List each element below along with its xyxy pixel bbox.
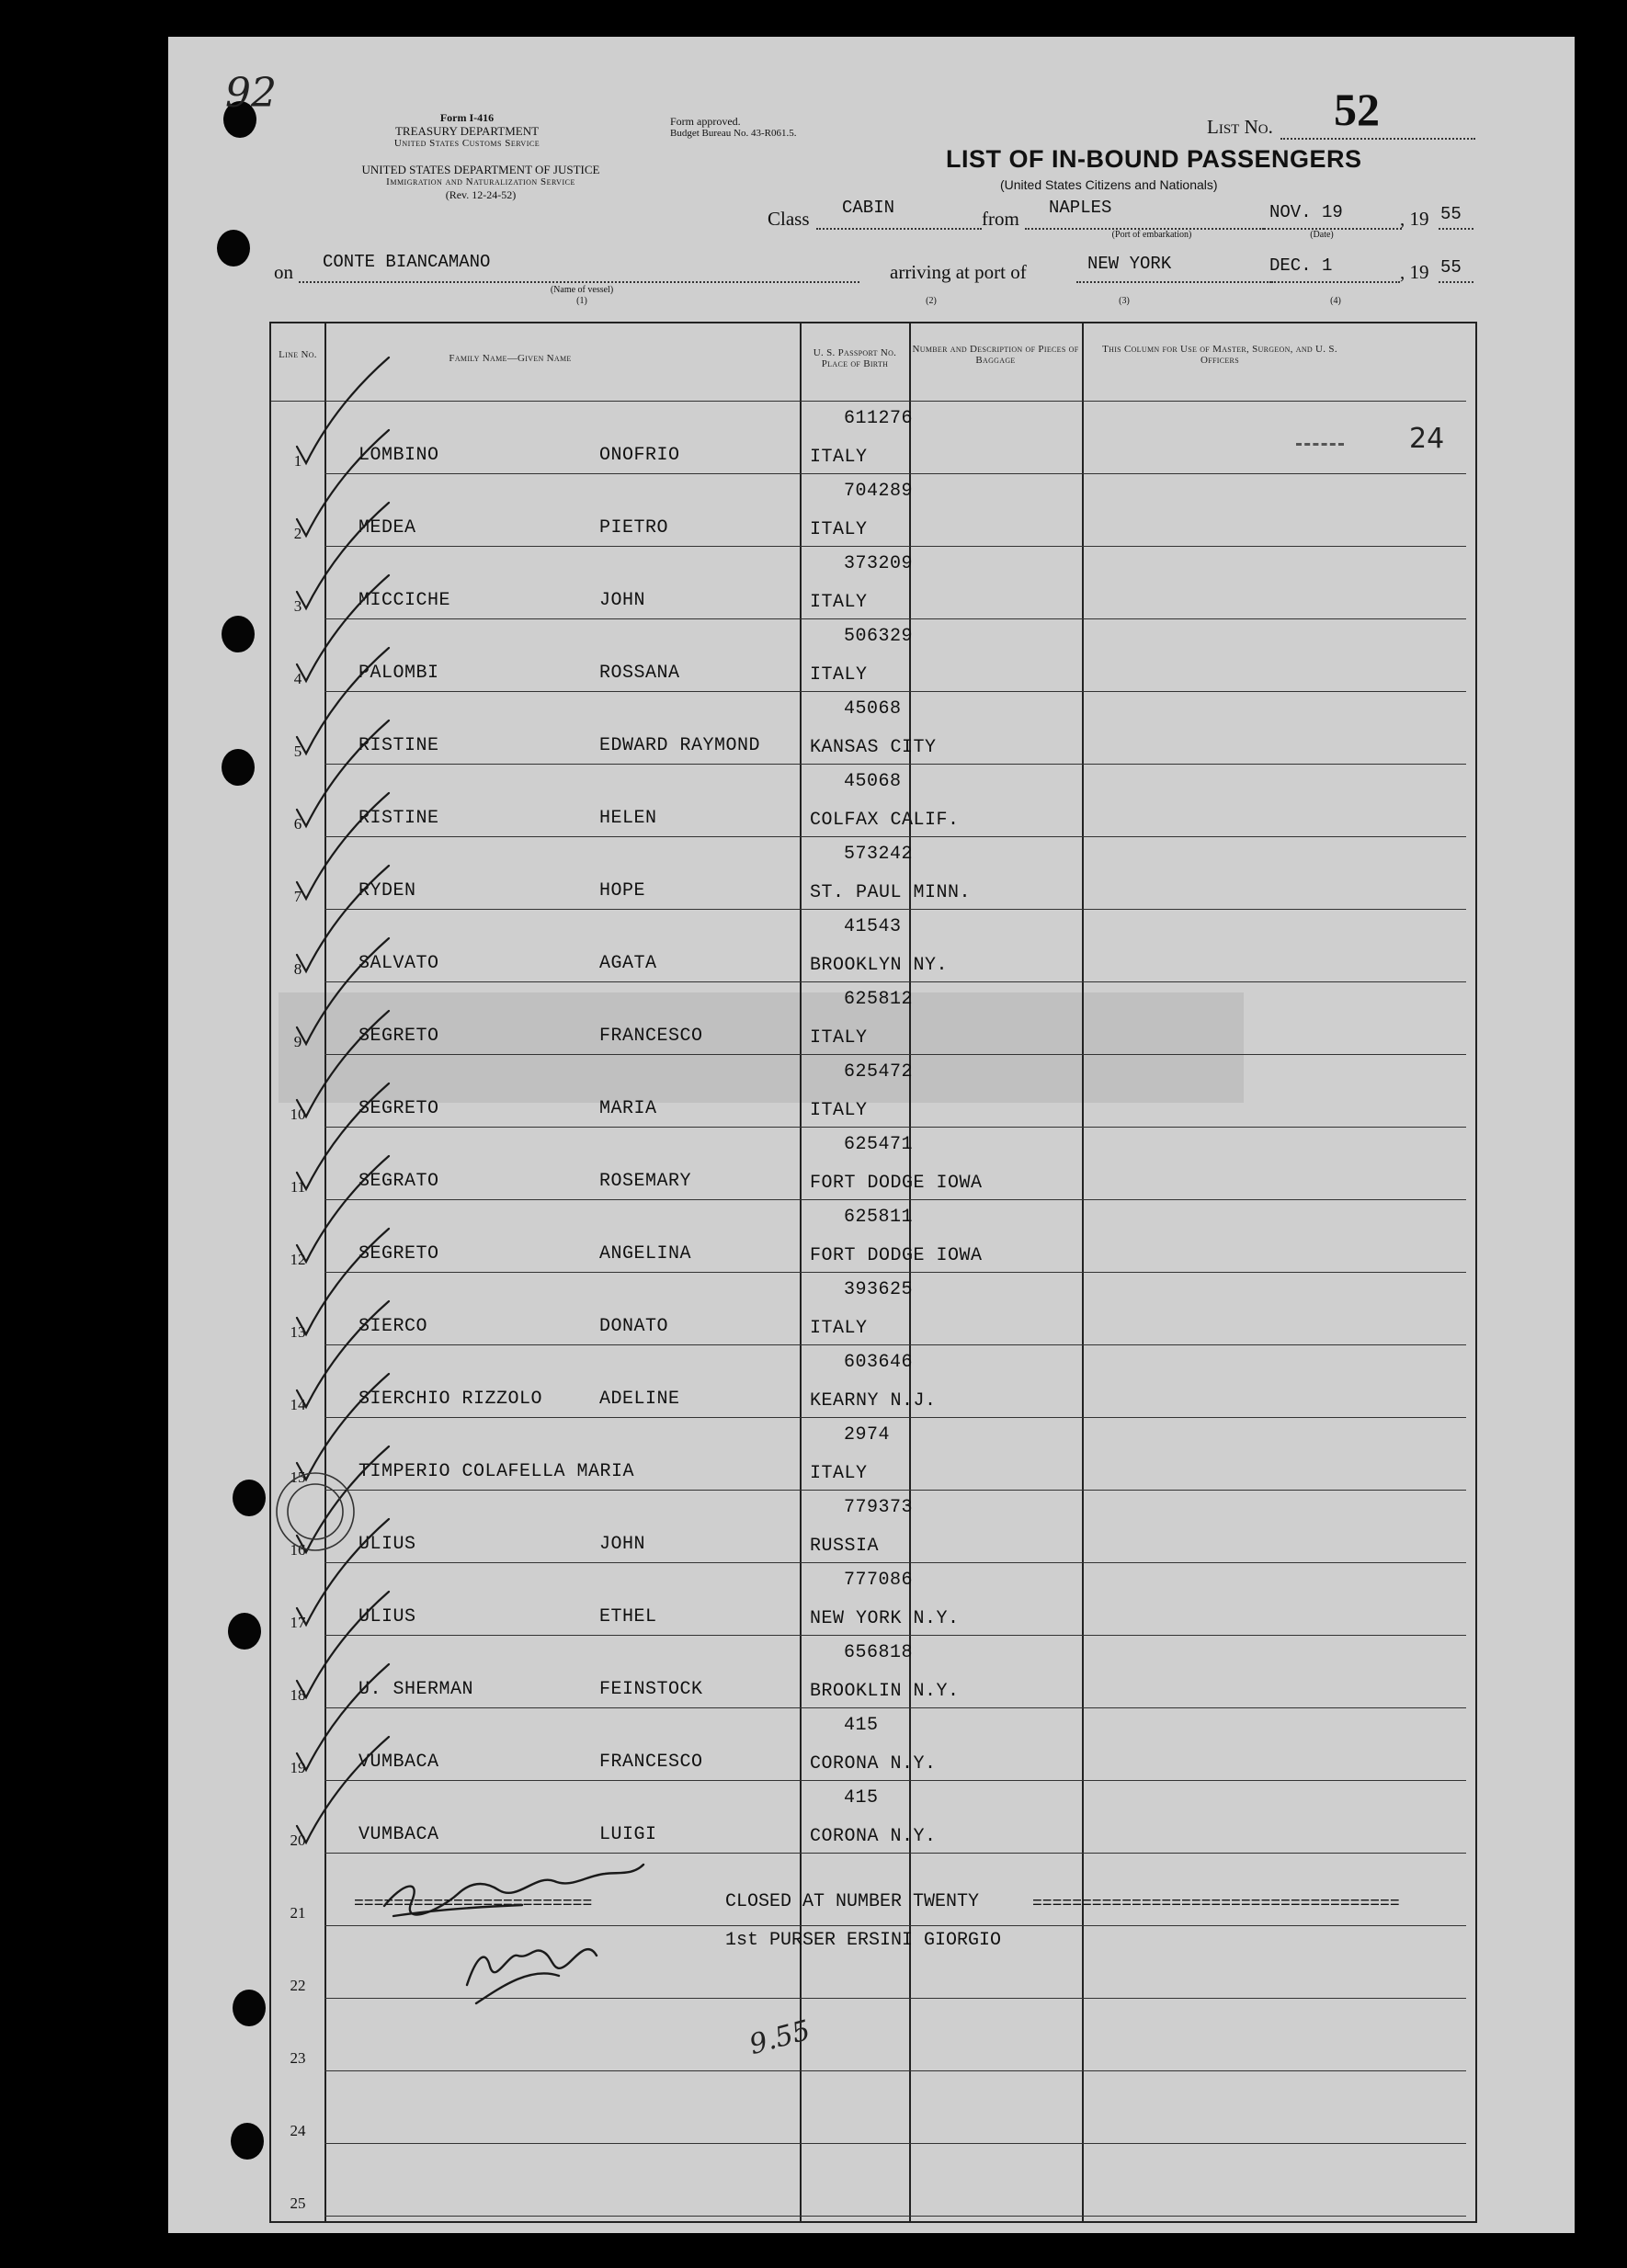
check-mark: [297, 1011, 389, 1117]
family-name: VUMBACA: [358, 1752, 439, 1773]
family-name: VUMBACA: [358, 1824, 439, 1845]
from-value: NAPLES: [1049, 198, 1112, 218]
given-name: ROSSANA: [599, 663, 680, 684]
form-revision: (Rev. 12-24-52): [445, 188, 517, 201]
given-name: MARIA: [599, 1098, 657, 1119]
manifest-page: [168, 37, 1575, 2233]
passport-number: 415: [844, 1715, 879, 1736]
family-name: RISTINE: [358, 735, 439, 756]
handwritten-date: 9.55: [745, 2013, 814, 2062]
col-header-passport: U. S. Passport No. Place of Birth: [813, 347, 897, 369]
place-of-birth: ITALY: [810, 1463, 868, 1484]
place-of-birth: CORONA N.Y.: [810, 1826, 937, 1847]
purser-signature-line: 1st PURSER ERSINI GIORGIO: [725, 1930, 1002, 1951]
family-name: SEGRETO: [358, 1098, 439, 1119]
place-of-birth: ITALY: [810, 447, 868, 468]
check-mark: [297, 1737, 389, 1843]
place-of-birth: ITALY: [810, 664, 868, 686]
closing-rule-right: =====================================: [1032, 1895, 1400, 1913]
check-marks: [168, 37, 1575, 2233]
line-number: 18: [290, 1686, 306, 1704]
given-name: JOHN: [599, 1534, 646, 1555]
place-of-birth: RUSSIA: [810, 1536, 880, 1557]
page-title: LIST OF IN-BOUND PASSENGERS: [946, 145, 1362, 173]
col-header-name: Family Name—Given Name: [449, 353, 572, 364]
line-number: 15: [290, 1469, 306, 1486]
col-header-baggage: Number and Description of Pieces of Baggage: [912, 344, 1079, 366]
place-of-birth: FORT DODGE IOWA: [810, 1245, 983, 1266]
check-mark: [297, 1229, 389, 1334]
line-number: 6: [293, 815, 302, 833]
passport-number: 625471: [844, 1134, 914, 1155]
passport-number: 625811: [844, 1207, 914, 1228]
passport-number: 603646: [844, 1352, 914, 1373]
line-number: 11: [290, 1178, 306, 1196]
class-value: CABIN: [842, 198, 895, 218]
place-of-birth: KANSAS CITY: [810, 737, 937, 758]
given-name: ONOFRIO: [599, 445, 680, 466]
line-number: 24: [290, 2122, 306, 2139]
arrival-year: 55: [1440, 257, 1462, 278]
budget-bureau: Budget Bureau No. 43-R061.5.: [670, 128, 797, 139]
ins-service: Immigration and Naturalization Service: [386, 176, 575, 187]
place-of-birth: NEW YORK N.Y.: [810, 1608, 960, 1629]
given-name: FRANCESCO: [599, 1752, 703, 1773]
line-number: 12: [290, 1251, 306, 1268]
line-number: 4: [293, 670, 302, 687]
arriving-label: arriving at port of: [890, 261, 1027, 283]
family-name: MICCICHE: [358, 590, 451, 611]
given-name: ETHEL: [599, 1606, 657, 1627]
line-number: 10: [290, 1106, 306, 1123]
check-mark: [297, 938, 389, 1044]
on-label: on: [274, 261, 293, 283]
given-name: DONATO: [599, 1316, 669, 1337]
given-name: ANGELINA: [599, 1243, 692, 1264]
embark-caption: (Port of embarkation): [1111, 230, 1192, 240]
passport-number: 45068: [844, 698, 902, 720]
passport-number: 704289: [844, 481, 914, 502]
check-mark: [297, 1083, 389, 1189]
closing-text: CLOSED AT NUMBER TWENTY: [725, 1891, 980, 1912]
family-name: RYDEN: [358, 880, 416, 902]
place-of-birth: BROOKLYN NY.: [810, 955, 949, 976]
check-mark: [297, 648, 389, 754]
line-number: 16: [290, 1541, 306, 1559]
line-number: 22: [290, 1977, 306, 1994]
line-number: 9: [293, 1033, 302, 1050]
family-name: SEGRETO: [358, 1243, 439, 1264]
passport-number: 373209: [844, 553, 914, 574]
justice-dept: UNITED STATES DEPARTMENT OF JUSTICE: [361, 163, 600, 176]
caption-2: (2): [926, 296, 937, 306]
family-name: SEGRETO: [358, 1026, 439, 1047]
departure-year: 55: [1440, 204, 1462, 224]
line-number: 23: [290, 2049, 306, 2067]
closing-rule-left: ========================: [354, 1895, 593, 1913]
given-name: HOPE: [599, 880, 646, 902]
check-mark: [297, 1664, 389, 1770]
form-approved: Form approved.: [670, 115, 741, 128]
customs-service: United States Customs Service: [393, 138, 540, 149]
family-name: PALOMBI: [358, 663, 439, 684]
given-name: ROSEMARY: [599, 1171, 692, 1192]
family-name: U. SHERMAN: [358, 1679, 474, 1700]
col-header-officers: This Column for Use of Master, Surgeon, and U. S. Officers: [1102, 344, 1337, 366]
from-label: from: [982, 208, 1019, 230]
given-name: ADELINE: [599, 1389, 680, 1410]
passport-number: 41543: [844, 916, 902, 937]
line-number: 21: [290, 1904, 306, 1922]
treasury-dept: TREASURY DEPARTMENT: [394, 124, 540, 138]
place-of-birth: CORONA N.Y.: [810, 1753, 937, 1775]
caption-1: (1): [576, 296, 587, 306]
caption-3: (3): [1119, 296, 1130, 306]
check-mark: [297, 430, 389, 536]
check-mark: [297, 1519, 389, 1625]
list-no-value: 52: [1334, 84, 1380, 135]
officer-note: 24: [1409, 423, 1445, 455]
passport-number: 611276: [844, 408, 914, 429]
line-number: 8: [293, 960, 302, 978]
arrival-date: DEC. 1: [1269, 255, 1333, 276]
family-name: MEDEA: [358, 517, 416, 539]
check-mark: [297, 1156, 389, 1262]
place-of-birth: FORT DODGE IOWA: [810, 1173, 983, 1194]
family-name: TIMPERIO COLAFELLA MARIA: [358, 1461, 635, 1482]
place-of-birth: ITALY: [810, 1100, 868, 1121]
check-mark: [297, 575, 389, 681]
place-of-birth: KEARNY N.J.: [810, 1390, 937, 1412]
passport-number: 779373: [844, 1497, 914, 1518]
vessel-caption: (Name of vessel): [550, 285, 614, 295]
given-name: LUIGI: [599, 1824, 657, 1845]
given-name: EDWARD RAYMOND: [599, 735, 761, 756]
date-caption: (Date): [1310, 230, 1334, 240]
page-subtitle: (United States Citizens and Nationals): [1000, 177, 1218, 192]
line-number: 7: [293, 888, 302, 905]
year-prefix-2: , 19: [1400, 261, 1429, 283]
class-label: Class: [768, 208, 810, 230]
form-number: Form I-416: [439, 111, 495, 124]
corner-handwritten-mark: 92: [225, 70, 277, 117]
family-name: SIERCO: [358, 1316, 428, 1337]
line-number: 14: [290, 1396, 306, 1413]
passport-number: 777086: [844, 1570, 914, 1591]
passport-number: 573242: [844, 844, 914, 865]
passport-number: 393625: [844, 1279, 914, 1300]
place-of-birth: BROOKLIN N.Y.: [810, 1681, 960, 1702]
vessel-name: CONTE BIANCAMANO: [323, 252, 491, 272]
check-mark: [297, 503, 389, 608]
given-name: AGATA: [599, 953, 657, 974]
arrival-port: NEW YORK: [1087, 254, 1172, 274]
family-name: ULIUS: [358, 1606, 416, 1627]
family-name: RISTINE: [358, 808, 439, 829]
given-name: PIETRO: [599, 517, 669, 539]
place-of-birth: COLFAX CALIF.: [810, 810, 960, 831]
caption-4: (4): [1330, 296, 1341, 306]
given-name: JOHN: [599, 590, 646, 611]
check-mark: [297, 357, 389, 463]
passport-number: 415: [844, 1787, 879, 1809]
place-of-birth: ST. PAUL MINN.: [810, 882, 972, 903]
check-mark: [297, 1446, 389, 1552]
given-name: FEINSTOCK: [599, 1679, 703, 1700]
family-name: SIERCHIO RIZZOLO: [358, 1389, 543, 1410]
col-header-line: Line No.: [279, 349, 317, 360]
year-prefix: , 19: [1400, 208, 1429, 230]
given-name: FRANCESCO: [599, 1026, 703, 1047]
immigration-stamp: [277, 1473, 354, 1550]
purser-signature-scribble: [384, 1865, 643, 2003]
passport-number: 45068: [844, 771, 902, 792]
line-number: 17: [290, 1614, 306, 1631]
line-number: 25: [290, 2194, 306, 2212]
check-mark: [297, 1301, 389, 1407]
check-mark: [297, 866, 389, 971]
place-of-birth: ITALY: [810, 1318, 868, 1339]
check-mark: [297, 1374, 389, 1480]
check-mark: [297, 793, 389, 899]
given-name: HELEN: [599, 808, 657, 829]
place-of-birth: ITALY: [810, 592, 868, 613]
line-number: 2: [293, 525, 302, 542]
passport-number: 506329: [844, 626, 914, 647]
line-number: 5: [293, 743, 302, 760]
departure-date: NOV. 19: [1269, 202, 1343, 222]
family-name: LOMBINO: [358, 445, 439, 466]
place-of-birth: ITALY: [810, 1027, 868, 1049]
passport-number: 656818: [844, 1642, 914, 1663]
family-name: SEGRATO: [358, 1171, 439, 1192]
line-number: 19: [290, 1759, 306, 1776]
place-of-birth: ITALY: [810, 519, 868, 540]
line-number: 1: [293, 452, 302, 470]
line-number: 3: [293, 597, 302, 615]
line-number: 20: [290, 1831, 306, 1849]
family-name: SALVATO: [358, 953, 439, 974]
list-no-label: List No.: [1207, 116, 1273, 138]
passport-number: 625812: [844, 989, 914, 1010]
family-name: ULIUS: [358, 1534, 416, 1555]
passport-number: 625472: [844, 1061, 914, 1083]
passport-number: 2974: [844, 1424, 891, 1446]
line-number: 13: [290, 1323, 306, 1341]
check-mark: [297, 1592, 389, 1697]
check-mark: [297, 720, 389, 826]
